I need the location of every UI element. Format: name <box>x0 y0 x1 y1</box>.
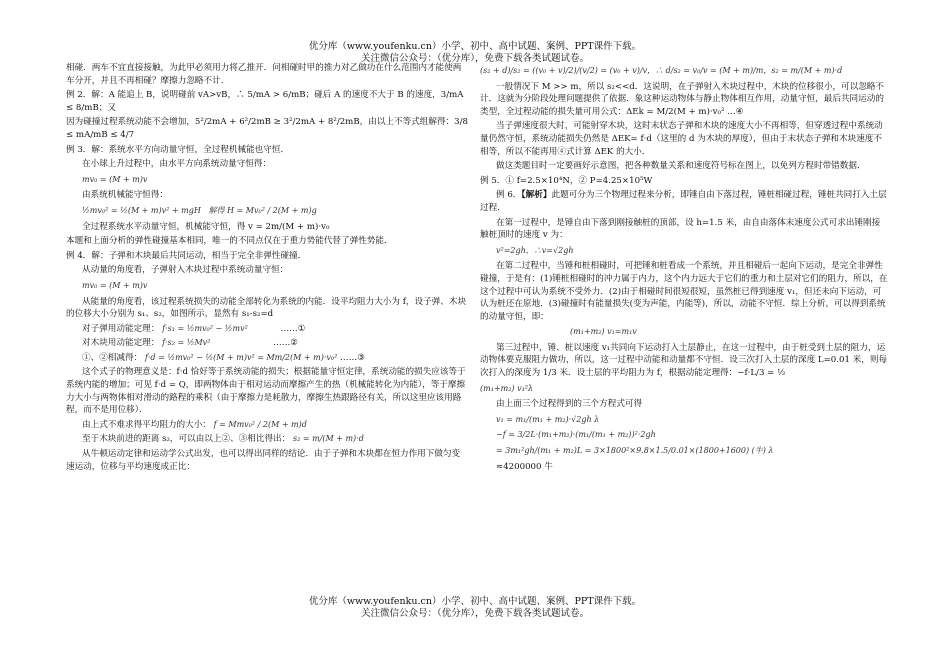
page-footer <box>0 596 950 620</box>
equation-energy-result: 解得 H = Mv₀² / 2(M + m)g <box>208 205 317 215</box>
footer-line-1: 优分库（www.youfenku.cn）小学、初中、高中试题、案例、PPT课件下载。 <box>308 596 642 607</box>
equation-label-3: ……③ <box>340 352 365 363</box>
example-5-answer: 例 5．① f=2.5×10⁴N，② P=4.25×10⁵W <box>480 175 653 186</box>
example-4-step-1: 从动量的角度看，子弹射入木块过程中系统动量守恒： <box>82 265 289 276</box>
equation-kinetic: (m₁+m₂) v₁²λ <box>480 383 534 393</box>
block-theorem-label: 对木块用动能定理： <box>82 338 160 349</box>
equation-ratio: (s₂ + d)/s₂ = ((v₀ + v)/2)/(v/2) = (v₀ + v)/v，∴ d/s₂ = v₀/v = (M + m)/m，s₂ = m/(M + m)·d <box>480 66 843 75</box>
left-column <box>66 62 468 475</box>
example-2-conclusion: 因为碰撞过程系统动能不会增加，5²/2mA + 6²/2mB ≥ 3²/2mA + 8²/2mB，由以上不等式组解得：3/8 ≤ mA/mB ≤ 4/7 <box>66 117 469 140</box>
example-3-step-2: 由系统机械能守恒得： <box>82 190 168 201</box>
right-para-1: 一般情况下 M >> m，所以 s₂<<d．这说明，在子弹射入木块过程中，木块的位移很小，可以忽略不计．这就为分阶段处理问题提供了依据．象这种运动物体与静止物体相互作用，动量守恒，最后共同运动的类型，全过程动能的损失量可用公式：ΔEk = M/2(M + m)·v₀² …④ <box>480 81 885 117</box>
example-4-newton: 从牛顿运动定律和运动学公式出发，也可以得出同样的结论．由于子弹和木块都在恒力作用下做匀变速运动，位移与平均速度成正比： <box>66 449 461 472</box>
example-4-heading: 例 4．解：子弹和木块最后共同运动，相当于完全非弹性碰撞． <box>66 250 307 261</box>
right-column <box>480 62 888 476</box>
header-line-1: 优分库（www.youfenku.cn）小学、初中、高中试题、案例、PPT课件下载。 <box>308 41 642 52</box>
right-para-3: 做这类题目时一定要画好示意图，把各种数量关系和速度符号标在图上，以免列方程时带错数据． <box>496 161 866 172</box>
bullet-theorem-label: 对子弹用动能定理： <box>82 323 160 334</box>
example-6-intro <box>480 189 888 214</box>
example-3-note: 本题和上面分析的弹性碰撞基本相同，唯一的不同点仅在于重力势能代替了弹性势能． <box>66 236 393 247</box>
equation-momentum-2: mv₀ = (M + m)v <box>82 280 148 290</box>
example-6-second-process: 在第二过程中，当锤和桩相碰时，可把锤和桩看成一个系统，并且相碰后一起向下运动，是完全非弹性碰撞，于是有：(1)锤桩相碰时的冲力属于内力，这个内力远大于它们的重力和土层对它们的阻力，所以，在这个过程中可认为系统不受外力．(2)由于相碰时间很短很短，虽然桩已得到速度 v₁，但还未向下运动，可认为桩还在原地．(3)碰撞时有能量损失(变为声能，内能等)，所以，动能不守恒．综上分析，可以得到系统的动量守恒，即： <box>480 261 888 322</box>
analysis-label: 【解析】 <box>521 190 552 201</box>
equation-free-fall: v²=2gh，∴v=√2gh <box>496 245 574 255</box>
example-6-text: 此题可分为三个物理过程来分析，即锤自由下落过程，锤桩相碰过程，锤桩共同打入土层过程． <box>480 190 887 213</box>
equation-distance: s₂ = m/(M + m)·d <box>292 434 364 444</box>
example-4-step-5 <box>66 352 468 365</box>
equation-energy <box>82 205 468 218</box>
example-3-step-3: 全过程系统水平动量守恒，机械能守恒，得 v = 2m/(M + m)·v₀ <box>82 221 330 232</box>
final-answer: ≈4200000 牛 <box>496 461 553 472</box>
equation-force: −f = 3/2L·(m₁+m₂)·(m₁/(m₁ + m₂))²·2gh <box>496 430 656 440</box>
equation-bullet-energy: f·s₁ = ½mv₀² − ½mv² <box>162 323 248 333</box>
equation-momentum: mv₀ = (M + m)v <box>82 174 148 184</box>
distance-label: 至于木块前进的距离 s₂，可以由以上②、③相比得出： <box>82 434 291 445</box>
example-2-line: 例 2．解：A 能追上 B，说明碰前 vA>vB，∴ 5/mA > 6/mB；碰后 A 的速度不大于 B 的速度，3/mA ≤ 8/mB；又 <box>66 90 464 113</box>
example-3-heading: 例 3．解：系统水平方向动量守恒，全过程机械能也守恒． <box>66 144 290 155</box>
equation-label-2: ……② <box>273 338 299 349</box>
example-4-distance <box>66 433 468 446</box>
header-line-2: 关注微信公众号：（优分库），免费下载各类试题试卷。 <box>360 53 589 64</box>
example-4-step-2: 从能量的角度看，该过程系统损失的动能全部转化为系统的内能．设平均阻力大小为 f，设子弹、木块的位移大小分别为 s₁、s₂，如图所示，显然有 s₁-s₂=d <box>66 296 467 320</box>
footer-line-2: 关注微信公众号：（优分库），免费下载各类试题试卷。 <box>360 608 589 619</box>
right-para-2: 当子弹速度很大时，可能射穿木块，这时末状态子弹和木块的速度大小不再相等，但穿透过程中系统动量仍然守恒，系统动能损失仍然是 ΔEK= f·d（这里的 d 为木块的厚度），但由于末状态子弹和木块速度不相等，所以不能再用④式计算 ΔEK 的大小． <box>480 121 883 157</box>
equation-momentum-collision: (m₁+m₂) v₁=m₁v <box>570 327 637 337</box>
left-para-1: 相碰．两车不宜直接接触，为此甲必须用力将乙推开．问相碰时甲的推力对乙做功在什么范围内才能使两车分开，并且不再相碰？摩擦力忽略不计． <box>66 63 462 86</box>
example-6-combine: 由上面三个过程得到的三个方程式可得 <box>496 399 643 410</box>
equation-force-numeric: = 3m₁²gh/(m₁ + m₂)L = 3×1800²×9.8×1.5/0.01×(1800+1600) (牛) λ <box>496 446 774 456</box>
example-4-meaning: 这个式子的物理意义是：f·d 恰好等于系统动能的损失；根据能量守恒定律，系统动能的损失应该等于系统内能的增加；可见 f·d = Q，即两物体由于相对运动而摩擦产生的热（机械能转化为内能），等于摩擦力大小与两物体相对滑动的路程的乘积（由于摩擦力是耗散力，摩擦生热跟路径有关，所以这里应该用路程，而不是用位移）． <box>66 367 466 416</box>
subtract-label: ①、②相减得： <box>82 352 143 363</box>
equation-energy-main: ½mv₀² = ½(M + m)v² + mgH <box>82 205 201 215</box>
example-6-third-process: 第三过程中，锤、桩以速度 v₁共同向下运动打入土层静止，在这一过程中，由于桩受到土层的阻力，运动物体要克服阻力做功，所以，这一过程中动能和动量都不守恒．设三次打入土层的深度 L=0.01 米，则每次打入的深度为 1/3 米．设土层的平均阻力为 f，根据动能定理得：−f·L/3 = ½ <box>480 342 888 379</box>
example-6-first-process: 在第一过程中，是锤自由下落到刚接触桩的顶部，设 h=1.5 米，由自由落体末速度公式可求出锤刚接触桩顶时的速度 v 为： <box>480 217 881 241</box>
example-4-step-4 <box>66 337 468 350</box>
equation-label-1: ……① <box>280 323 306 334</box>
example-4-step-3 <box>66 323 468 336</box>
equation-difference: f·d = ½mv₀² − ½(M + m)v² = Mm/2(M + m)·v₀² <box>144 352 338 362</box>
equation-resistance: f = Mmv₀² / 2(M + m)d <box>213 419 307 429</box>
example-3-step-1: 在小球上升过程中，由水平方向系统动量守恒得： <box>82 159 272 170</box>
example-6-label: 例 6． <box>496 190 522 201</box>
equation-block-energy: f·s₂ = ½Mv² <box>162 338 211 348</box>
resistance-label: 由上式不难求得平均阻力的大小： <box>82 419 211 430</box>
example-4-resistance <box>66 419 468 432</box>
equation-v1: v₁ = m₁/(m₁ + m₂)·√2gh λ <box>496 414 600 424</box>
